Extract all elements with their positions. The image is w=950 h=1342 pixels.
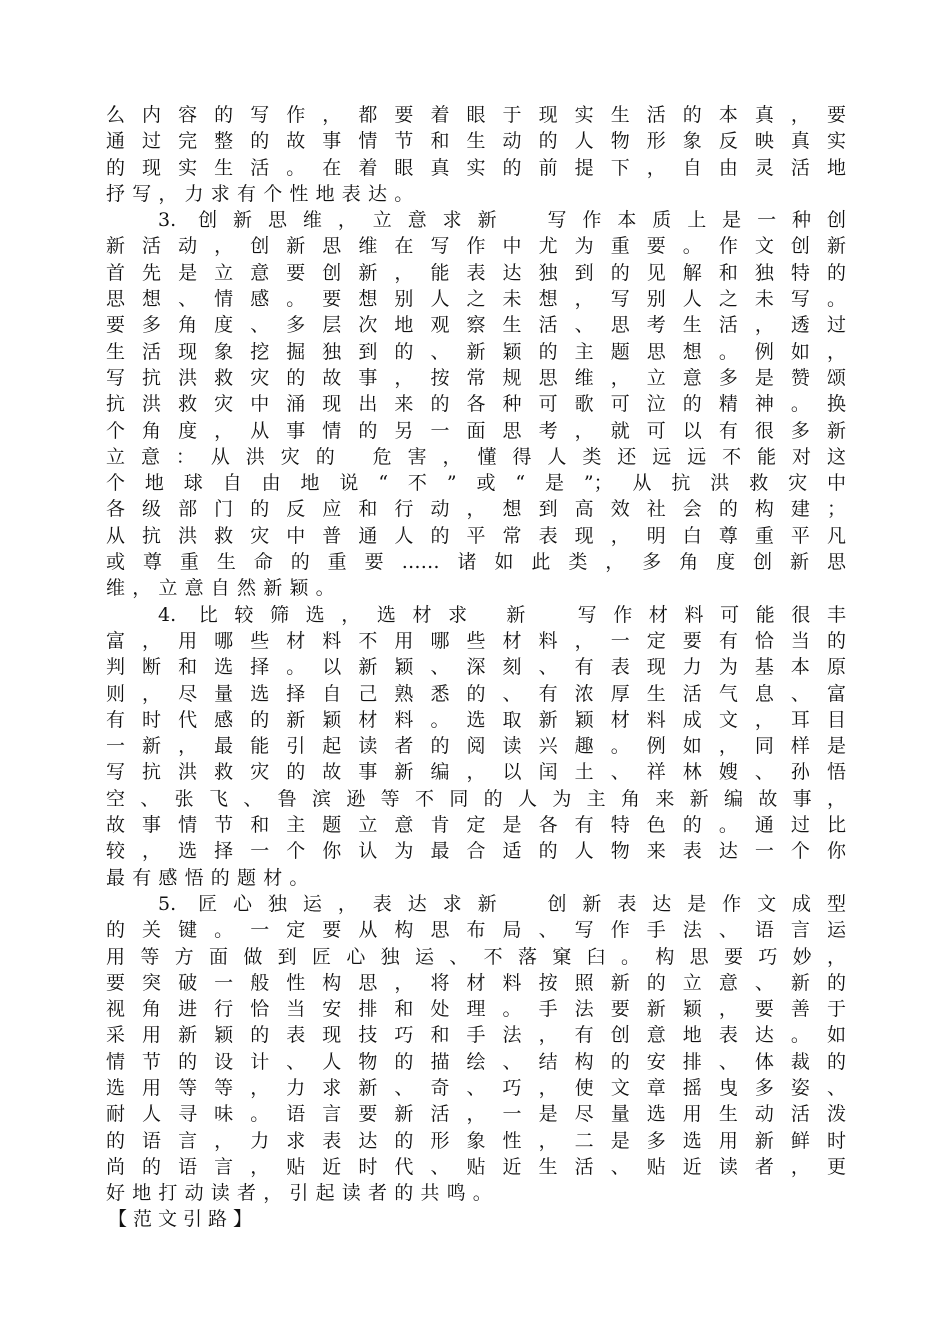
text-line: 较，选择一个你认为最合适的人物来表达一个你 [106,840,846,863]
text-line: 好地打动读者，引起读者的共鸣。 [106,1182,500,1205]
text-line: 一新，最能引起读者的阅读兴趣。例如，同样是 [106,735,846,758]
text-line: 的语言，力求表达的形象性，二是多选用新鲜时 [106,1129,846,1152]
section-heading-3: 3. 创新思维，立意求新 写作本质上是一种创 [158,209,846,232]
text-line: 要多角度、多层次地观察生活、思考生活，透过 [106,314,846,337]
text-line: 要突破一般性构思，将材料按照新的立意、新的 [106,971,846,994]
text-line: 尚的语言，贴近时代、贴近生活、贴近读者，更 [106,1155,846,1178]
text-line: 故事情节和主题立意肯定是各有特色的。通过比 [106,814,846,837]
text-line: 首先是立意要创新，能表达独到的见解和独特的 [106,261,846,284]
text-line: 通过完整的故事情节和生动的人物形象反映真实 [106,130,846,153]
text-line: 的现实生活。在着眼真实的前提下，自由灵活地 [106,156,846,179]
text-line: 个角度，从事情的另一面思考，就可以有很多新 [106,419,846,442]
section-title-model-essay: 【范文引路】 [108,1208,259,1231]
text-line: 耐人寻味。语言要新活，一是尽量选用生动活泼 [106,1103,846,1126]
text-line: 的关键。一定要从构思布局、写作手法、语言运 [106,919,846,942]
text-line: 思想、情感。要想别人之未想，写别人之未写。 [106,288,846,311]
text-line: 立意：从洪灾的 危害，懂得人类还远远不能对这 [106,445,846,468]
section-heading-4: 4. 比较筛选，选材求 新 写作材料可能很丰 [158,603,846,626]
text-line: 个地球自由地说“不”或“是”；从抗洪救灾中 [106,472,846,495]
text-line: 判断和选择。以新颖、深刻、有表现力为基本原 [106,656,846,679]
text-line: 写抗洪救灾的故事，按常规思维，立意多是赞颂 [106,366,846,389]
text-line: 视角进行恰当安排和处理。手法要新颖，要善于 [106,998,846,1021]
text-line: 抒写，力求有个性地表达。 [106,182,421,205]
body-text [106,102,846,1233]
text-line: 写抗洪救灾的故事新编，以闰土、祥林嫂、孙悟 [106,761,846,784]
text-line: 采用新颖的表现技巧和手法，有创意地表达。如 [106,1024,846,1047]
text-line: 从抗洪救灾中普通人的平常表现，明白尊重平凡 [106,524,846,547]
text-line: 选用等等，力求新、奇、巧，使文章摇曳多姿、 [106,1076,846,1099]
text-line: 空、张飞、鲁滨逊等不同的人为主角来新编故事， [106,787,846,810]
text-line: 生活现象挖掘独到的、新颖的主题思想。例如， [106,340,846,363]
text-line: 有时代感的新颖材料。选取新颖材料成文，耳目 [106,708,846,731]
text-line: 各级部门的反应和行动，想到高效社会的构建； [106,498,846,521]
section-heading-5: 5. 匠心独运，表达求新 创新表达是作文成型 [158,892,846,915]
text-line: 维，立意自然新颖。 [106,577,342,600]
text-line: 或尊重生命的重要……诸如此类，多角度创新思 [106,551,846,574]
text-line: 抗洪救灾中涌现出来的各种可歌可泣的精神。换 [106,393,846,416]
text-line: 么内容的写作，都要着眼于现实生活的本真，要 [106,104,846,126]
text-line: 新活动，创新思维在写作中尤为重要。作文创新 [106,235,846,258]
text-line: 最有感悟的题材。 [106,866,316,889]
text-line: 富，用哪些材料不用哪些材料，一定要有恰当的 [106,629,846,652]
text-line: 情节的设计、人物的描绘、结构的安排、体裁的 [106,1050,846,1073]
text-line: 则，尽量选择自己熟悉的、有浓厚生活气息、富 [106,682,846,705]
text-line: 用等方面做到匠心独运、不落窠臼。构思要巧妙， [106,945,846,968]
